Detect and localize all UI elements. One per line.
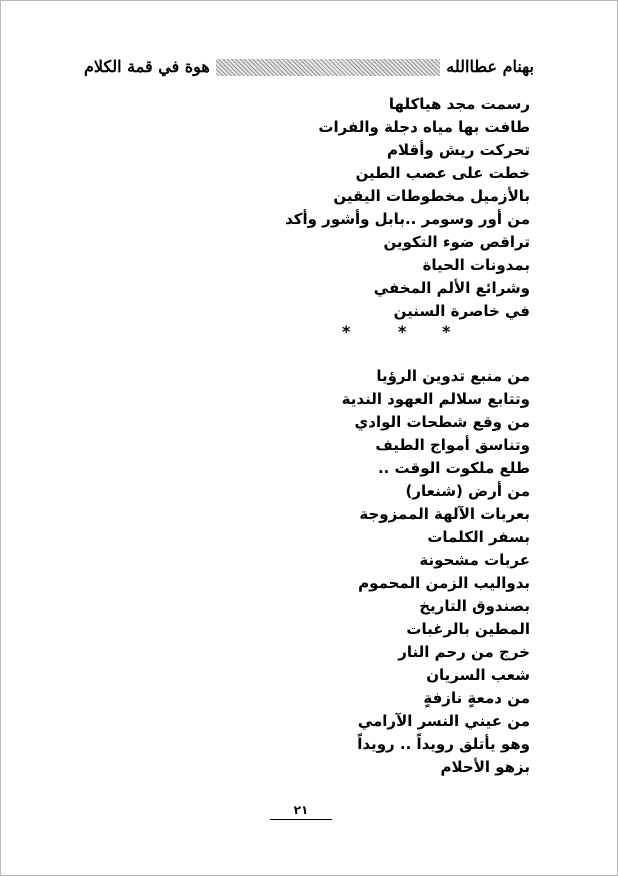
separator-star: * <box>342 322 351 341</box>
poem-line: من أور وسومر ..بابل وأشور وأكد <box>285 210 530 228</box>
poem-line: بالأزميل مخطوطات اليقين <box>333 187 530 205</box>
poem-line: تحركت ريش وأقلام <box>387 141 530 159</box>
poem-line: بسفر الكلمات <box>427 528 530 546</box>
poem-line: بعربات الآلهة الممزوجة <box>359 505 530 523</box>
poem-line: من أرض (شنعار) <box>405 482 530 500</box>
header-author: بهنام عطاالله <box>440 56 540 78</box>
stanza-1 <box>285 93 530 323</box>
poem-line: من دمعةٍ نازفةٍ <box>423 689 530 707</box>
poem-line: طافت بها مياه دجلة والفرات <box>318 118 530 136</box>
poem-line: وهو يأتلق رويداً .. رويداً <box>357 735 530 753</box>
poem-line: عربات مشحونة <box>419 551 530 569</box>
separator-star: * <box>442 322 451 341</box>
poem-line: المطين بالرغبات <box>406 620 530 638</box>
poem-line: تراقص ضوء التكوين <box>383 233 530 251</box>
poem-line: شعب السريان <box>426 666 530 684</box>
poem-line: بدواليب الزمن المحموم <box>358 574 530 592</box>
page-number-value: ٢١ <box>270 803 333 820</box>
poem-line: بزهو الأحلام <box>440 758 530 776</box>
poem-line: بمدونات الحياة <box>422 256 530 274</box>
poem-line: من عيني النسر الآرامي <box>357 712 530 730</box>
poem-line: خرج من رحم النار <box>398 643 530 661</box>
page-number <box>266 803 336 820</box>
poem-line: وتتابع سلالم العهود الندية <box>341 390 530 408</box>
poem-line: خطت على عصب الطين <box>355 164 530 182</box>
poem-line: في خاصرة السنين <box>393 302 530 320</box>
stanza-2 <box>342 365 530 779</box>
poem-line: بصندوق التاريخ <box>419 597 530 615</box>
poem-line: من وقع شطحات الوادي <box>354 413 530 431</box>
poem-line: من منبع تدوين الرؤيا <box>376 367 530 385</box>
separator-star: * <box>398 322 407 341</box>
header-title: هوة في قمة الكلام <box>78 56 216 78</box>
poem-line: وتناسق أمواج الطيف <box>375 436 530 454</box>
poem-line: رسمت مجد هياكلها <box>388 95 530 113</box>
poem-line: طلع ملكوت الوقت .. <box>377 459 530 477</box>
poem-line: وشرائع الألم المخفي <box>373 279 530 297</box>
